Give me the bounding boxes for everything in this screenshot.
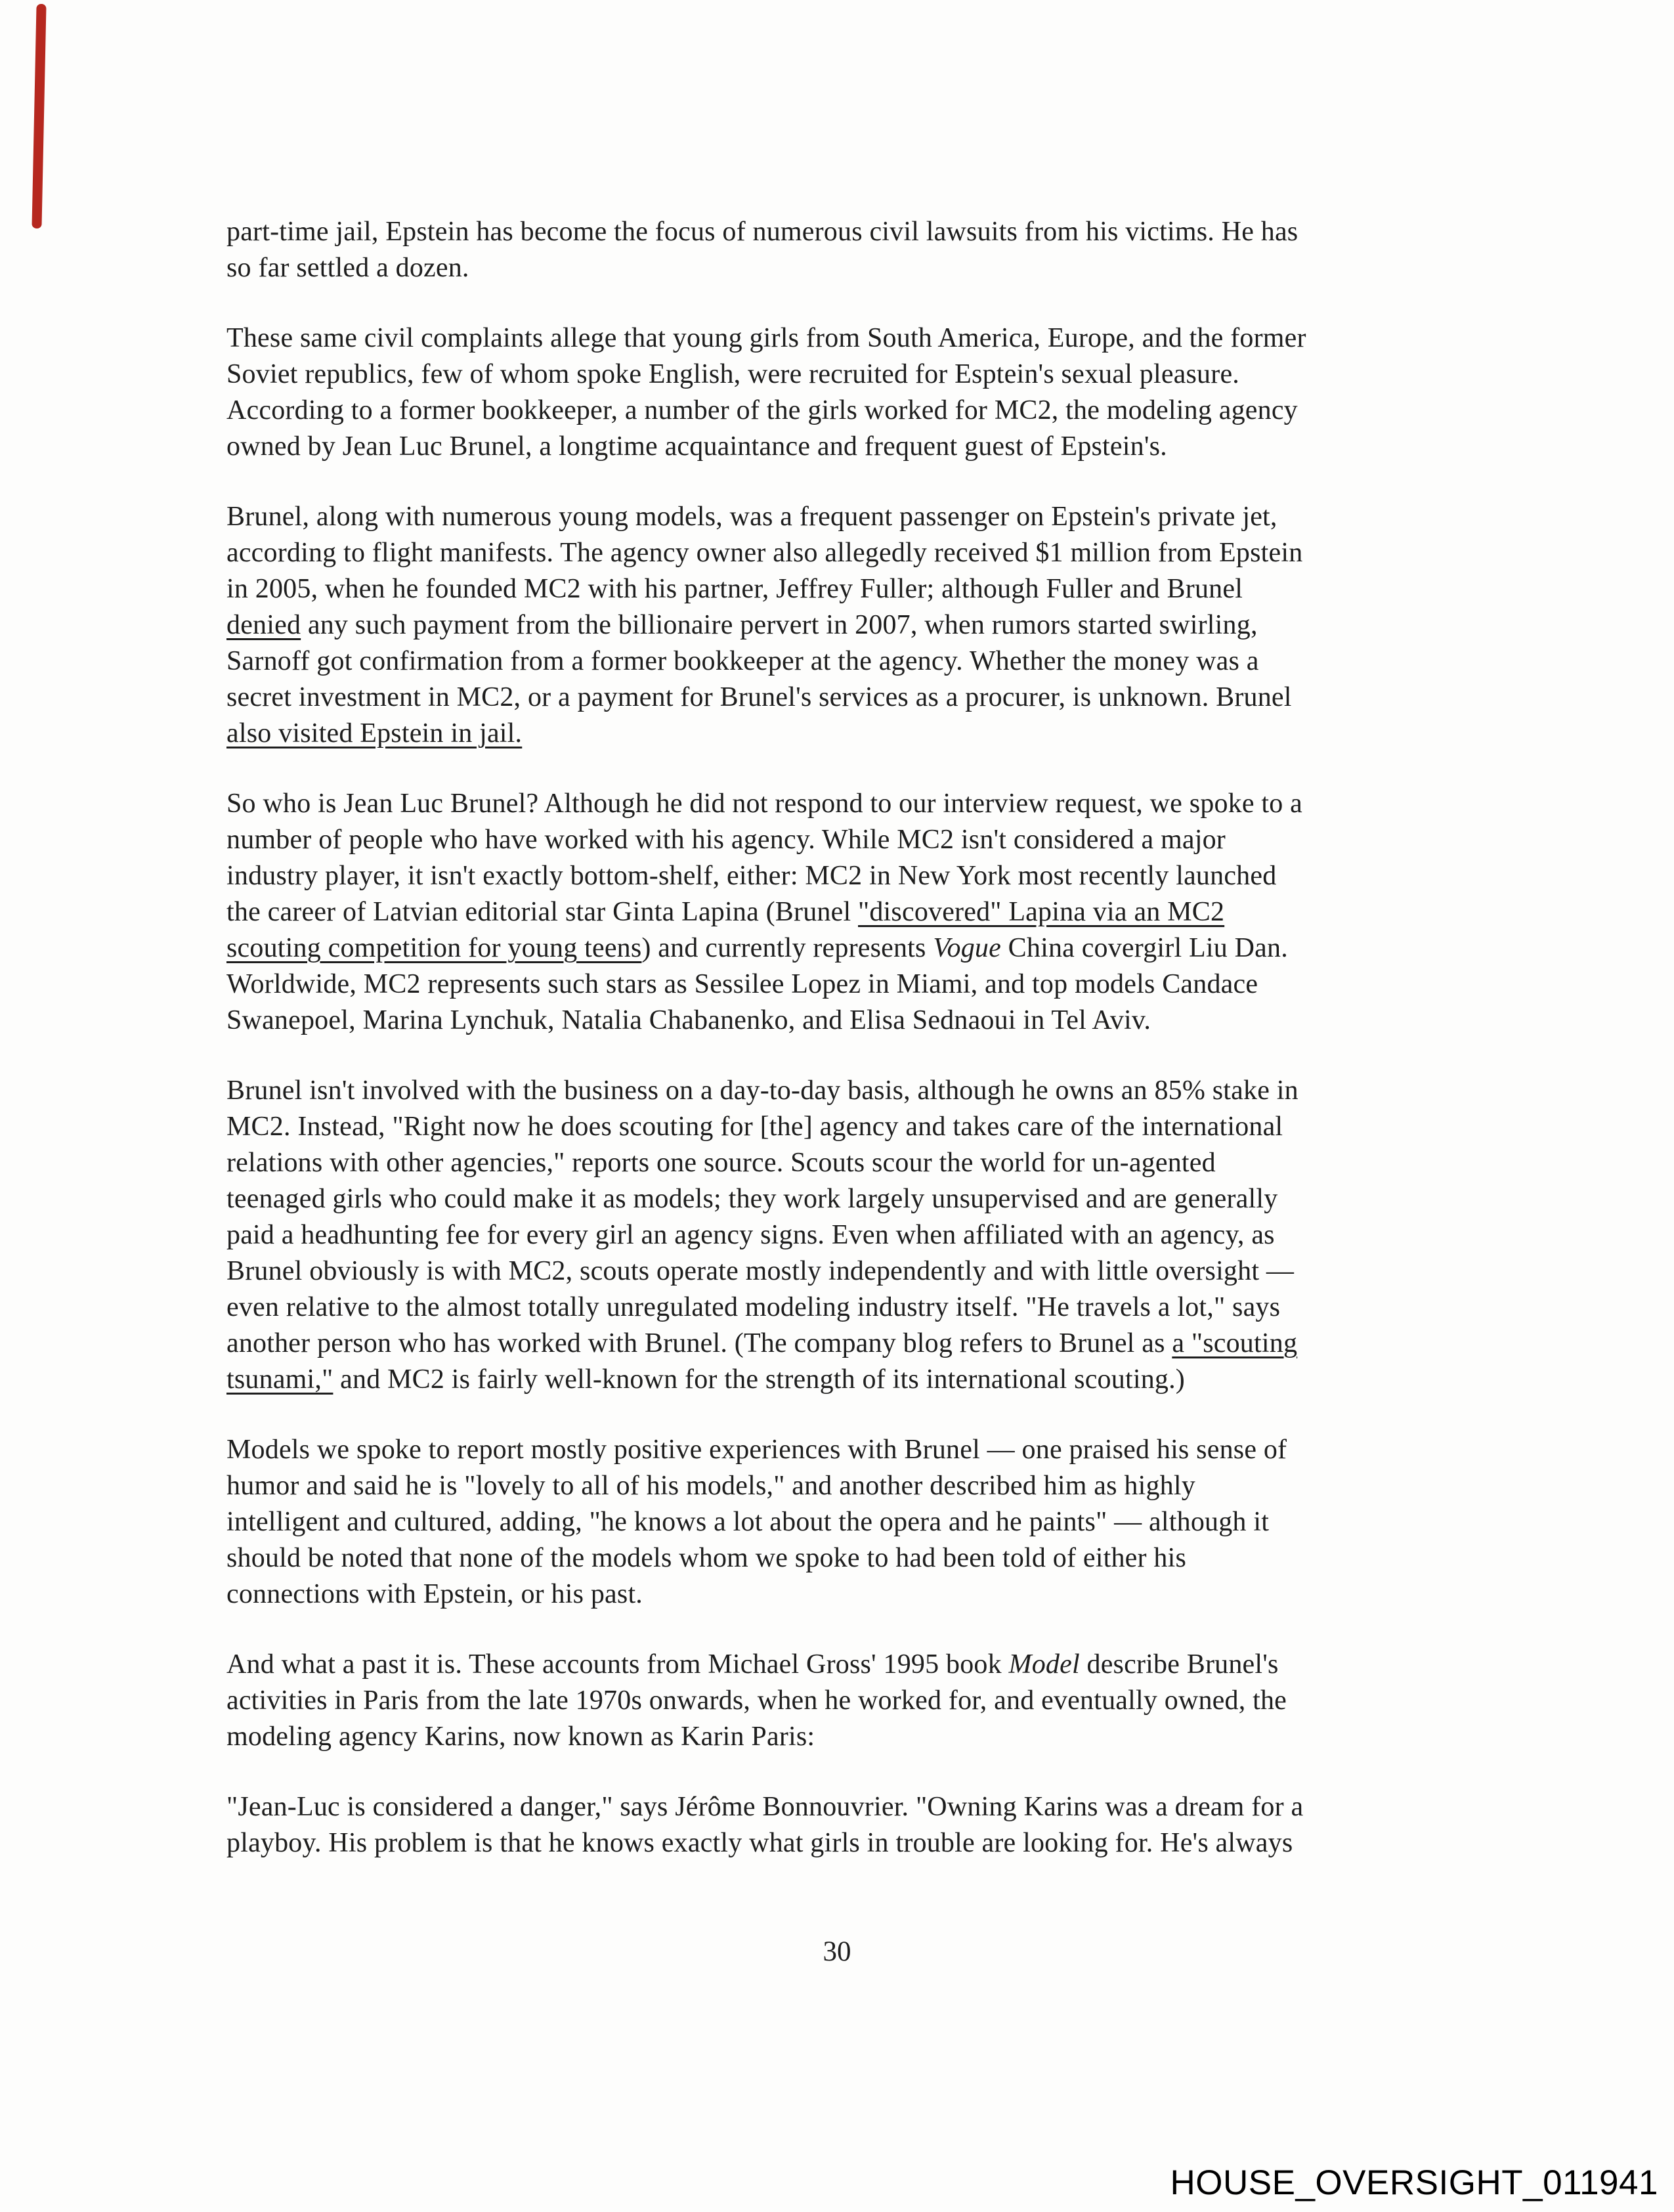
text-line xyxy=(226,1145,1464,1181)
body-text: playboy. His problem is that he knows exactly what girls in trouble are looking for. He's always xyxy=(226,1828,1293,1858)
red-margin-mark xyxy=(32,4,46,228)
text-line xyxy=(226,607,1464,643)
body-text: Brunel obviously is with MC2, scouts operate mostly independently and with little oversight — xyxy=(226,1256,1295,1286)
body-text: another person who has worked with Brunel. (The company blog refers to Brunel as xyxy=(226,1328,1172,1358)
text-line xyxy=(226,930,1464,966)
text-line xyxy=(226,250,1464,286)
text-line xyxy=(226,1290,1464,1326)
body-text: according to flight manifests. The agency owner also allegedly received $1 million from Epstein xyxy=(226,538,1303,568)
body-text: teenaged girls who could make it as models; they work largely unsupervised and are generally xyxy=(226,1184,1278,1214)
underlined-text: "discovered" Lapina via an MC2 xyxy=(858,897,1225,927)
body-text: Sarnoff got confirmation from a former bookkeeper at the agency. Whether the money was a xyxy=(226,646,1259,676)
body-text: part-time jail, Epstein has become the focus of numerous civil lawsuits from his victims. He has xyxy=(226,217,1298,247)
text-line xyxy=(226,786,1464,822)
body-text: Swanepoel, Marina Lynchuk, Natalia Chabanenko, and Elisa Sednaoui in Tel Aviv. xyxy=(226,1005,1151,1035)
body-text: Brunel, along with numerous young models, was a frequent passenger on Epstein's private jet, xyxy=(226,502,1277,532)
body-text: According to a former bookkeeper, a number of the girls worked for MC2, the modeling agency xyxy=(226,395,1298,425)
text-line xyxy=(226,499,1464,535)
text-line xyxy=(226,1789,1464,1825)
bates-number: HOUSE_OVERSIGHT_011941 xyxy=(1170,2163,1658,2202)
text-line xyxy=(226,357,1464,393)
body-text: and MC2 is fairly well-known for the strength of its international scouting.) xyxy=(333,1364,1185,1395)
text-line xyxy=(226,716,1464,752)
body-text: should be noted that none of the models whom we spoke to had been told of either his xyxy=(226,1543,1187,1573)
paragraph xyxy=(226,499,1464,752)
text-line xyxy=(226,393,1464,429)
paragraph xyxy=(226,1073,1464,1398)
body-text: industry player, it isn't exactly bottom-shelf, either: MC2 in New York most recently launched xyxy=(226,861,1277,891)
underlined-text: also visited Epstein in jail. xyxy=(226,718,523,748)
body-text: number of people who have worked with his agency. While MC2 isn't considered a major xyxy=(226,825,1226,855)
body-text: intelligent and cultured, adding, "he knows a lot about the opera and he paints" — although it xyxy=(226,1507,1270,1537)
body-text: China covergirl Liu Dan. xyxy=(1000,933,1288,963)
body-text: So who is Jean Luc Brunel? Although he did not respond to our interview request, we spoke to a xyxy=(226,789,1302,819)
text-line xyxy=(226,894,1464,930)
text-line xyxy=(226,535,1464,571)
text-line xyxy=(226,858,1464,894)
text-line xyxy=(226,1003,1464,1039)
text-line xyxy=(226,429,1464,465)
body-text: MC2. Instead, "Right now he does scouting for [the] agency and takes care of the international xyxy=(226,1112,1283,1142)
body-text: any such payment from the billionaire pervert in 2007, when rumors started swirling, xyxy=(301,610,1258,640)
text-line xyxy=(226,320,1464,357)
body-text: so far settled a dozen. xyxy=(226,253,469,283)
text-line xyxy=(226,1326,1464,1362)
text-line xyxy=(226,571,1464,607)
body-text: relations with other agencies," reports one source. Scouts scour the world for un-agented xyxy=(226,1148,1216,1178)
text-line xyxy=(226,1362,1464,1398)
paragraph xyxy=(226,1789,1464,1861)
body-text: owned by Jean Luc Brunel, a longtime acquaintance and frequent guest of Epstein's. xyxy=(226,431,1167,462)
italic-text: Vogue xyxy=(933,933,1001,963)
underlined-text: scouting competition for young teens xyxy=(226,933,642,963)
body-text: ) and currently represents xyxy=(641,933,934,963)
body-text: Models we spoke to report mostly positive experiences with Brunel — one praised his sense of xyxy=(226,1435,1287,1465)
body-text: connections with Epstein, or his past. xyxy=(226,1579,643,1609)
body-text: paid a headhunting fee for every girl an agency signs. Even when affiliated with an agency, as xyxy=(226,1220,1275,1250)
text-line xyxy=(226,1647,1464,1683)
paragraph xyxy=(226,1432,1464,1613)
text-line xyxy=(226,1217,1464,1253)
underlined-text: tsunami," xyxy=(226,1364,333,1395)
text-line xyxy=(226,1504,1464,1540)
text-line xyxy=(226,1181,1464,1217)
text-line xyxy=(226,1719,1464,1755)
text-line xyxy=(226,1540,1464,1576)
text-line xyxy=(226,1109,1464,1145)
text-line xyxy=(226,643,1464,680)
body-text: Soviet republics, few of whom spoke English, were recruited for Esptein's sexual pleasure. xyxy=(226,359,1239,389)
text-line xyxy=(226,1576,1464,1613)
text-line xyxy=(226,1468,1464,1504)
body-text: secret investment in MC2, or a payment for Brunel's services as a procurer, is unknown. Brunel xyxy=(226,682,1292,712)
underlined-text: a "scouting xyxy=(1172,1328,1298,1358)
body-text: These same civil complaints allege that young girls from South America, Europe, and the former xyxy=(226,323,1306,353)
body-text: describe Brunel's xyxy=(1079,1649,1279,1680)
body-text: "Jean-Luc is considered a danger," says Jérôme Bonnouvrier. "Owning Karins was a dream for a xyxy=(226,1792,1304,1822)
text-line xyxy=(226,1253,1464,1290)
paragraph xyxy=(226,214,1464,286)
page-number: 30 xyxy=(823,1936,851,1967)
text-line xyxy=(226,1683,1464,1719)
document-body xyxy=(226,214,1464,1896)
paragraph xyxy=(226,1647,1464,1755)
body-text: the career of Latvian editorial star Ginta Lapina (Brunel xyxy=(226,897,859,927)
body-text: modeling agency Karins, now known as Karin Paris: xyxy=(226,1722,815,1752)
text-line xyxy=(226,214,1464,250)
body-text: activities in Paris from the late 1970s onwards, when he worked for, and eventually owned, the xyxy=(226,1685,1287,1716)
underlined-text: denied xyxy=(226,610,301,640)
body-text: in 2005, when he founded MC2 with his partner, Jeffrey Fuller; although Fuller and Brunel xyxy=(226,574,1243,604)
paragraph xyxy=(226,786,1464,1039)
paragraph xyxy=(226,320,1464,465)
text-line xyxy=(226,680,1464,716)
body-text: even relative to the almost totally unregulated modeling industry itself. "He travels a lot," says xyxy=(226,1292,1281,1322)
body-text: Worldwide, MC2 represents such stars as Sessilee Lopez in Miami, and top models Candace xyxy=(226,969,1258,999)
body-text: Brunel isn't involved with the business on a day-to-day basis, although he owns an 85% stake in xyxy=(226,1075,1298,1106)
text-line xyxy=(226,1073,1464,1109)
body-text: humor and said he is "lovely to all of his models," and another described him as highly xyxy=(226,1471,1195,1501)
italic-text: Model xyxy=(1008,1649,1080,1680)
text-line xyxy=(226,1432,1464,1468)
text-line xyxy=(226,1825,1464,1861)
text-line xyxy=(226,966,1464,1003)
body-text: And what a past it is. These accounts from Michael Gross' 1995 book xyxy=(226,1649,1009,1680)
text-line xyxy=(226,822,1464,858)
